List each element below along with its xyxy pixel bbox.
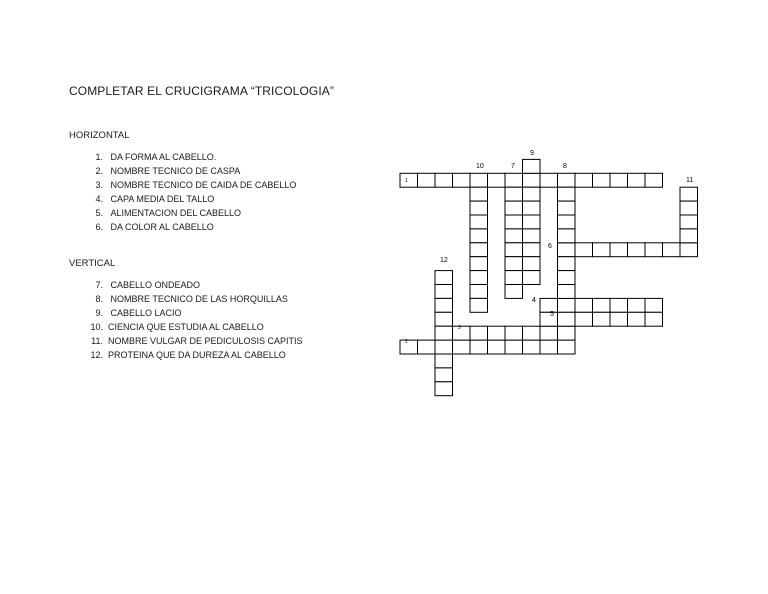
crossword-cell[interactable] [523,326,541,340]
crossword-cell[interactable] [418,340,436,354]
crossword-cell[interactable] [558,229,576,243]
crossword-cell[interactable] [505,326,523,340]
clue-item: 1. DA FORMA AL CABELLO. [95,152,217,162]
clue-item: 8. NOMBRE TECNICO DE LAS HORQUILLAS [95,294,288,304]
crossword-cell[interactable] [435,285,453,299]
crossword-cell[interactable] [470,229,488,243]
crossword-cell[interactable] [575,298,593,312]
clue-label-7: 7 [511,163,515,170]
crossword-cell[interactable] [628,243,646,257]
crossword-cell[interactable] [470,326,488,340]
clue-label-6: 6 [548,243,552,250]
crossword-cell[interactable] [523,159,541,173]
crossword-cell[interactable] [645,312,663,326]
clue-label-5: 5 [550,311,554,318]
crossword-cell[interactable] [540,340,558,354]
crossword-cell[interactable] [435,298,453,312]
crossword-cell[interactable] [540,312,558,326]
crossword-cell[interactable] [505,229,523,243]
crossword-cell[interactable] [453,326,471,340]
crossword-cell[interactable] [400,340,418,354]
crossword-cell[interactable] [523,271,541,285]
crossword-cell[interactable] [558,173,576,187]
crossword-cell[interactable] [435,340,453,354]
crossword-cell[interactable] [470,340,488,354]
crossword-cell[interactable] [575,173,593,187]
crossword-cell[interactable] [575,312,593,326]
crossword-cell[interactable] [523,257,541,271]
crossword-cell[interactable] [435,173,453,187]
crossword-cell[interactable] [628,298,646,312]
clue-label-4: 4 [532,297,536,304]
crossword-cell[interactable] [488,340,506,354]
crossword-cell[interactable] [558,243,576,257]
vertical-heading: VERTICAL [69,258,116,269]
crossword-cell[interactable] [610,312,628,326]
crossword-cell[interactable] [558,298,576,312]
crossword-cell[interactable] [628,173,646,187]
crossword-cell[interactable] [610,243,628,257]
horizontal-heading: HORIZONTAL [69,130,130,141]
cell-number-1: 1 [405,178,408,184]
crossword-cell[interactable] [435,354,453,368]
crossword-cell[interactable] [418,173,436,187]
crossword-cell[interactable] [470,201,488,215]
clue-item: 4. CAPA MEDIA DEL TALLO [95,194,215,204]
crossword-cell[interactable] [558,201,576,215]
clue-label-11: 11 [686,177,694,184]
clue-label-10: 10 [476,163,484,170]
crossword-cell[interactable] [558,326,576,340]
crossword-cell[interactable] [540,326,558,340]
crossword-cell[interactable] [558,271,576,285]
crossword-cell[interactable] [435,326,453,340]
crossword-cell[interactable] [593,243,611,257]
cell-number-3: 3 [458,325,461,331]
crossword-cell[interactable] [558,215,576,229]
crossword-cell[interactable] [505,173,523,187]
crossword-cell[interactable] [593,312,611,326]
clue-item: 10. CIENCIA QUE ESTUDIA AL CABELLO [90,322,264,332]
crossword-cell[interactable] [453,340,471,354]
clue-item: 9. CABELLO LACIO [95,308,182,318]
crossword-cell[interactable] [435,271,453,285]
crossword-cell[interactable] [540,298,558,312]
crossword-cell[interactable] [435,382,453,396]
clue-item: 3. NOMBRE TECNICO DE CAIDA DE CABELLO [95,180,297,190]
crossword-cell[interactable] [593,173,611,187]
crossword-cell[interactable] [470,215,488,229]
crossword-cell[interactable] [663,243,681,257]
crossword-cell[interactable] [435,368,453,382]
crossword-cell[interactable] [488,173,506,187]
crossword-cell[interactable] [680,229,698,243]
crossword-cell[interactable] [523,340,541,354]
clue-item: 12. PROTEINA QUE DA DUREZA AL CABELLO [90,350,286,360]
crossword-cell[interactable] [523,215,541,229]
crossword-cells [400,159,698,395]
crossword-cell[interactable] [505,257,523,271]
crossword-cell[interactable] [523,173,541,187]
crossword-cell[interactable] [558,340,576,354]
crossword-cell[interactable] [505,187,523,201]
crossword-cell[interactable] [575,243,593,257]
crossword-cell[interactable] [680,201,698,215]
cell-number-2: 2 [405,339,408,345]
crossword-cell[interactable] [470,271,488,285]
crossword-cell[interactable] [540,173,558,187]
crossword-cell[interactable] [505,243,523,257]
crossword-cell[interactable] [558,285,576,299]
crossword-cell[interactable] [645,243,663,257]
crossword-cell[interactable] [470,285,488,299]
crossword-cell[interactable] [523,187,541,201]
crossword-cell[interactable] [400,173,418,187]
crossword-cell[interactable] [558,187,576,201]
crossword-cell[interactable] [470,243,488,257]
clue-label-9: 9 [530,150,534,157]
crossword-cell[interactable] [505,285,523,299]
clue-label-12: 12 [440,257,448,264]
crossword-cell[interactable] [523,243,541,257]
clue-item: 11. NOMBRE VULGAR DE PEDICULOSIS CAPITIS [91,336,303,346]
crossword-cell[interactable] [593,298,611,312]
crossword-cell[interactable] [610,298,628,312]
crossword-cell[interactable] [470,173,488,187]
crossword-cell[interactable] [505,271,523,285]
clue-item: 7. CABELLO ONDEADO [95,280,201,290]
crossword-cell[interactable] [680,187,698,201]
crossword-cell[interactable] [488,326,506,340]
crossword-cell[interactable] [453,173,471,187]
crossword-cell[interactable] [645,298,663,312]
crossword-cell[interactable] [470,257,488,271]
crossword-cell[interactable] [558,257,576,271]
clue-item: 6. DA COLOR AL CABELLO [95,222,214,232]
crossword-cell[interactable] [505,215,523,229]
page-title: COMPLETAR EL CRUCIGRAMA “TRICOLOGIA” [69,84,334,98]
crossword-cell[interactable] [523,201,541,215]
crossword-cell[interactable] [680,243,698,257]
crossword-cell[interactable] [470,298,488,312]
crossword-cell[interactable] [505,201,523,215]
crossword-cell[interactable] [610,173,628,187]
clue-item: 5. ALIMENTACION DEL CABELLO [95,208,242,218]
clue-label-8: 8 [563,163,567,170]
clue-item: 2. NOMBRE TECNICO DE CASPA [95,166,241,176]
crossword-cell[interactable] [505,340,523,354]
crossword-cell[interactable] [470,187,488,201]
crossword-cell[interactable] [558,312,576,326]
crossword-cell[interactable] [628,312,646,326]
crossword-cell[interactable] [680,215,698,229]
crossword-cell[interactable] [645,173,663,187]
crossword-cell[interactable] [435,312,453,326]
crossword-cell[interactable] [523,229,541,243]
